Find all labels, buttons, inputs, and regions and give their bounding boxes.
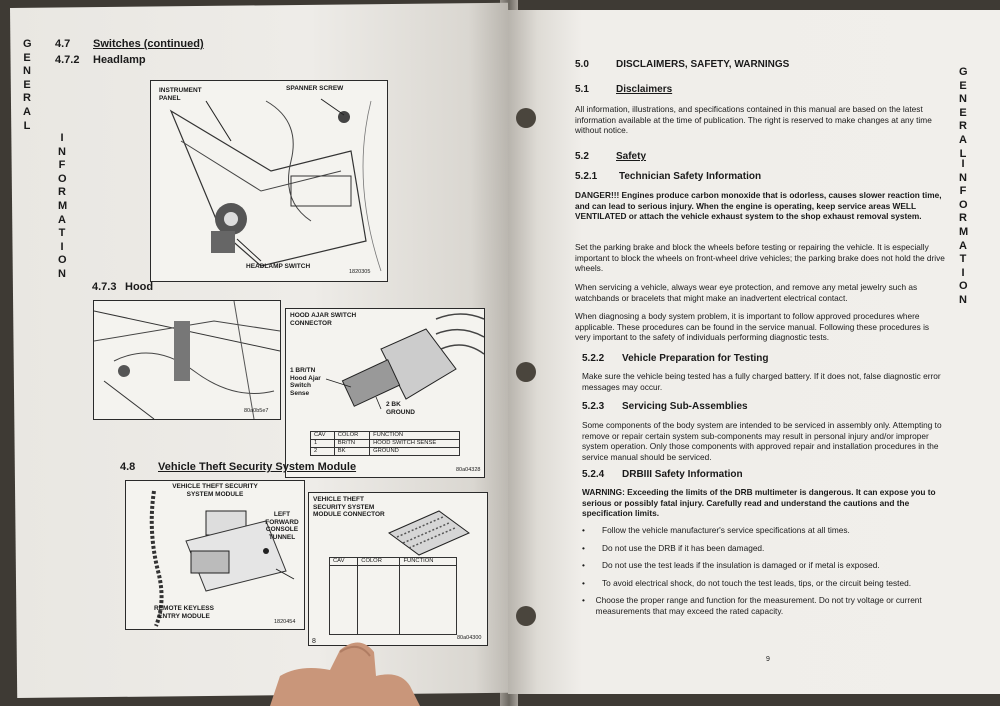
bullet-text: Do not use the test leads if the insulation is damaged or if metal is exposed. xyxy=(602,560,880,571)
vtss-connector-figure xyxy=(308,492,488,646)
bullet-text: To avoid electrical shock, do not touch the test leads, tips, or the circuit being tested. xyxy=(602,577,911,588)
right-sidebar-information xyxy=(956,158,970,308)
danger-paragraph: DANGER!!! Engines produce carbon monoxide that is odorless, causes slower reaction time, and can lead to serious injury. When the engine is operating, keep service areas WELL VENTILATED or attach the vehicle exhaust system to the shop exhaust removal system. xyxy=(575,190,942,222)
hood-th-color: COLOR xyxy=(334,432,369,440)
section-5-2-3-title: Servicing Sub-Assemblies xyxy=(622,401,748,412)
section-4-7-2-title: Headlamp xyxy=(93,54,146,66)
left-page-number: 8 xyxy=(312,638,316,645)
section-5-1-number: 5.1 xyxy=(575,84,589,95)
section-4-8-title: Vehicle Theft Security System Module xyxy=(158,461,357,473)
section-5-0-title: DISCLAIMERS, SAFETY, WARNINGS xyxy=(616,59,790,70)
section-4-7-number: 4.7 xyxy=(55,38,71,50)
section-5-2-2-number: 5.2.2 xyxy=(582,353,605,364)
punch-hole xyxy=(516,362,536,382)
right-sidebar-word1: GENERAL xyxy=(959,66,968,160)
list-item: • Choose the proper range and function for the measurement. Do not try voltage or current measurements that may exceed the rated capacity. xyxy=(582,595,948,616)
hood-figure xyxy=(93,300,281,420)
list-item: • Do not use the DRB if it has been damaged. xyxy=(582,542,765,553)
parking-brake-paragraph: Set the parking brake and block the wheels before testing or repairing the vehicle. It is especially important to block the wheels on front-wheel drive vehicles; the parking brake does not hold the drive wheels. xyxy=(575,242,945,274)
bullet-text: Do not use the DRB if it has been damaged. xyxy=(602,542,765,553)
vtss-figure-ref: 1820454 xyxy=(274,619,296,625)
punch-hole xyxy=(516,108,536,128)
section-4-7-title: Switches (continued) xyxy=(93,38,204,50)
hood-connector-title: HOOD AJAR SWITCH CONNECTOR xyxy=(290,312,357,327)
section-5-2-1-title: Technician Safety Information xyxy=(619,171,762,182)
section-5-2-1-number: 5.2.1 xyxy=(575,171,598,182)
list-item: • Do not use the test leads if the insulation is damaged or if metal is exposed. xyxy=(582,560,880,571)
left-sidebar-information xyxy=(55,132,69,282)
section-4-7-3-title: Hood xyxy=(125,281,154,293)
section-5-2-title: Safety xyxy=(616,151,647,162)
hood-connector-ref: 80a04328 xyxy=(456,467,481,473)
label-rke-module: REMOTE KEYLESS ENTRY MODULE xyxy=(154,605,214,620)
warning-paragraph: WARNING: Exceeding the limits of the DRB multimeter is dangerous. It can expose you to serious or possibly fatal injury. Carefully read and understand the cautions and the specification limits. xyxy=(582,487,936,519)
list-item: • Follow the vehicle manufacturer's service specifications at all times. xyxy=(582,525,850,535)
section-5-2-2-title: Vehicle Preparation for Testing xyxy=(622,353,769,364)
right-sidebar-general xyxy=(956,66,970,161)
label-vtss-module: VEHICLE THEFT SECURITY SYSTEM MODULE xyxy=(172,483,258,498)
safety-bullet-list xyxy=(582,525,948,617)
vtss-connector-title: VEHICLE THEFT SECURITY SYSTEM MODULE CONNECTOR xyxy=(313,496,385,518)
list-item: • To avoid electrical shock, do not touch the test leads, tips, or the circuit being tested. xyxy=(582,577,911,588)
hood-cell: BR/TN xyxy=(334,440,369,448)
section-5-2-3-number: 5.2.3 xyxy=(582,401,605,412)
bullet-text: Choose the proper range and function for the measurement. Do not try voltage or current measurements that may exceed the rated capacity. xyxy=(595,595,922,616)
hood-illustration xyxy=(94,301,280,419)
vtss-connector-ref: 80a04300 xyxy=(457,635,482,641)
vehicle-prep-paragraph: Make sure the vehicle being tested has a fully charged battery. If it does not, false diagnostic error messages may occur. xyxy=(582,371,941,392)
section-5-2-number: 5.2 xyxy=(575,151,589,162)
headlamp-figure xyxy=(150,80,388,282)
punch-hole xyxy=(516,606,536,626)
right-sidebar-word2: INFORMATION xyxy=(959,158,969,306)
label-console-tunnel: LEFT FORWARD CONSOLE TUNNEL xyxy=(265,511,299,541)
hood-pin1-label: 1 BR/TN Hood Ajar Switch Sense xyxy=(290,367,321,397)
eye-protection-paragraph: When servicing a vehicle, always wear eye protection, and remove any metal jewelry such as watchbands or bracelets that might make an inadvertent electrical contact. xyxy=(575,282,918,303)
hood-figure-ref: 80a0b5e7 xyxy=(244,408,269,414)
label-instrument-panel: INSTRUMENT PANEL xyxy=(159,87,202,102)
left-sidebar-word2: INFORMATION xyxy=(58,132,68,280)
right-page-number: 9 xyxy=(766,656,770,663)
vtss-th-color: COLOR xyxy=(358,558,400,566)
hood-cell: GROUND xyxy=(370,448,460,456)
vtss-figure xyxy=(125,480,305,630)
hood-pin2-label: 2 BK GROUND xyxy=(386,401,415,416)
hood-cell: BK xyxy=(334,448,369,456)
left-sidebar-word1: GENERAL xyxy=(23,38,32,132)
headlamp-illustration xyxy=(151,81,387,281)
hood-th-function: FUNCTION xyxy=(370,432,460,440)
section-4-7-2-number: 4.7.2 xyxy=(55,54,80,66)
section-4-7-3-number: 4.7.3 xyxy=(92,281,117,293)
hood-cell: 2 xyxy=(311,448,335,456)
section-5-0-number: 5.0 xyxy=(575,59,589,70)
hood-connector-table xyxy=(310,431,460,456)
section-5-1-title: Disclaimers xyxy=(616,84,673,95)
vtss-illustration xyxy=(126,481,304,629)
hood-cell: HOOD SWITCH SENSE xyxy=(370,440,460,448)
hood-cell: 1 xyxy=(311,440,335,448)
disclaimer-paragraph: All information, illustrations, and specifications contained in this manual are based on the latest information available at the time of publication. The right is reserved to make changes at any time without notice. xyxy=(575,104,932,136)
hand-image xyxy=(270,630,430,706)
vtss-th-cav: CAV xyxy=(330,558,358,566)
sub-assemblies-paragraph: Some components of the body system are intended to be serviced in assembly only. Attempting to remove or repair certain system sub-components may result in personal injury and/or improper system operation. Only those components with approved repair and installation procedures in the service manual should be serviced. xyxy=(582,420,942,462)
section-5-2-4-title: DRBIII Safety Information xyxy=(622,469,743,480)
section-4-8-number: 4.8 xyxy=(120,461,136,473)
hood-connector-figure xyxy=(285,308,485,478)
left-sidebar-general xyxy=(20,38,34,133)
headlamp-figure-ref: 1820305 xyxy=(349,269,371,275)
vtss-connector-table xyxy=(329,557,457,635)
label-spanner-screw: SPANNER SCREW xyxy=(286,85,344,92)
section-5-2-4-number: 5.2.4 xyxy=(582,469,605,480)
diagnosing-paragraph: When diagnosing a body system problem, it is important to follow approved procedures where applicable. These procedures can be found in the service manual. Following these procedures is very important to the safety of individuals performing diagnostic tests. xyxy=(575,311,930,343)
bullet-text: Follow the vehicle manufacturer's service specifications at all times. xyxy=(602,525,850,535)
vtss-th-function: FUNCTION xyxy=(400,558,457,566)
label-headlamp-switch: HEADLAMP SWITCH xyxy=(246,263,311,270)
hood-th-cav: CAV xyxy=(311,432,335,440)
